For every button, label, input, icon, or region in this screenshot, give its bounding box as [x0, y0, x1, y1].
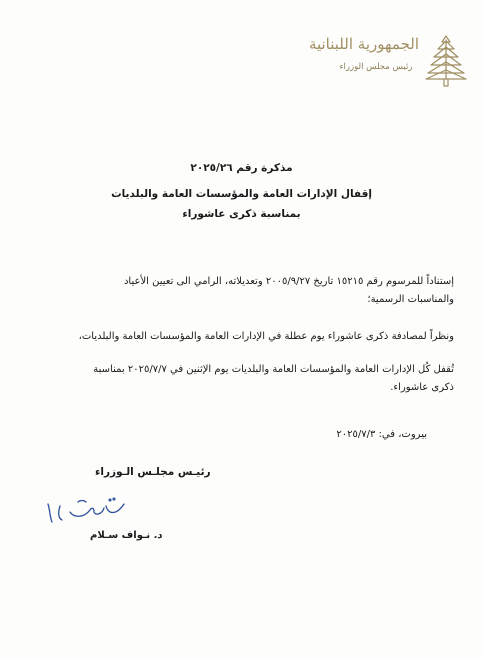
letterhead [308, 26, 475, 108]
date-line: بيروت، في: ٢٠٢٥/٧/٣ [336, 429, 427, 440]
office-name: رئيس مجلس الوزراء [339, 62, 413, 72]
memo-number: مذكرة رقم ٢٠٢٥/٢٦ [190, 162, 293, 174]
paragraph-coincidence-line: ونظراً لمصادفة ذكرى عاشوراء يوم عطلة في الإدارات العامة والمؤسسات العامة والبلديات، [78, 331, 454, 342]
paragraph-closure-line-1: تُقفل كُل الإدارات العامة والمؤسسات العامة والبلديات يوم الإثنين في ٢٠٢٥/٧/٧ بمناسبة [93, 364, 454, 375]
signatory-title: رئيـس مجلـس الـوزراء [95, 466, 211, 478]
signatory-name: د. نـواف سـلام [90, 530, 163, 541]
paragraph-closure-line-2: ذكرى عاشوراء. [390, 382, 454, 393]
paragraph-decree-line-2: والمناسبات الرسمية؛ [367, 294, 454, 305]
letterhead-text [308, 34, 419, 72]
subject-line-1: إقفال الإدارات العامة والمؤسسات العامة والبلديات [111, 188, 372, 200]
paragraph-decree [44, 273, 454, 309]
paragraph-coincidence [44, 328, 454, 346]
paragraph-closure [44, 361, 454, 397]
cedar-icon [423, 32, 469, 88]
republic-name: الجمهورية اللبنانية [308, 35, 419, 53]
paragraph-decree-line-1: إستناداً للمرسوم رقم ١٥٢١٥ تاريخ ٢٠٠٥/٩/٢٧ وتعديلاته، الرامي الى تعيين الأعياد [123, 276, 454, 287]
handwritten-signature [44, 492, 130, 528]
subject-line-2: بمناسبة ذكرى عاشوراء [182, 208, 301, 220]
